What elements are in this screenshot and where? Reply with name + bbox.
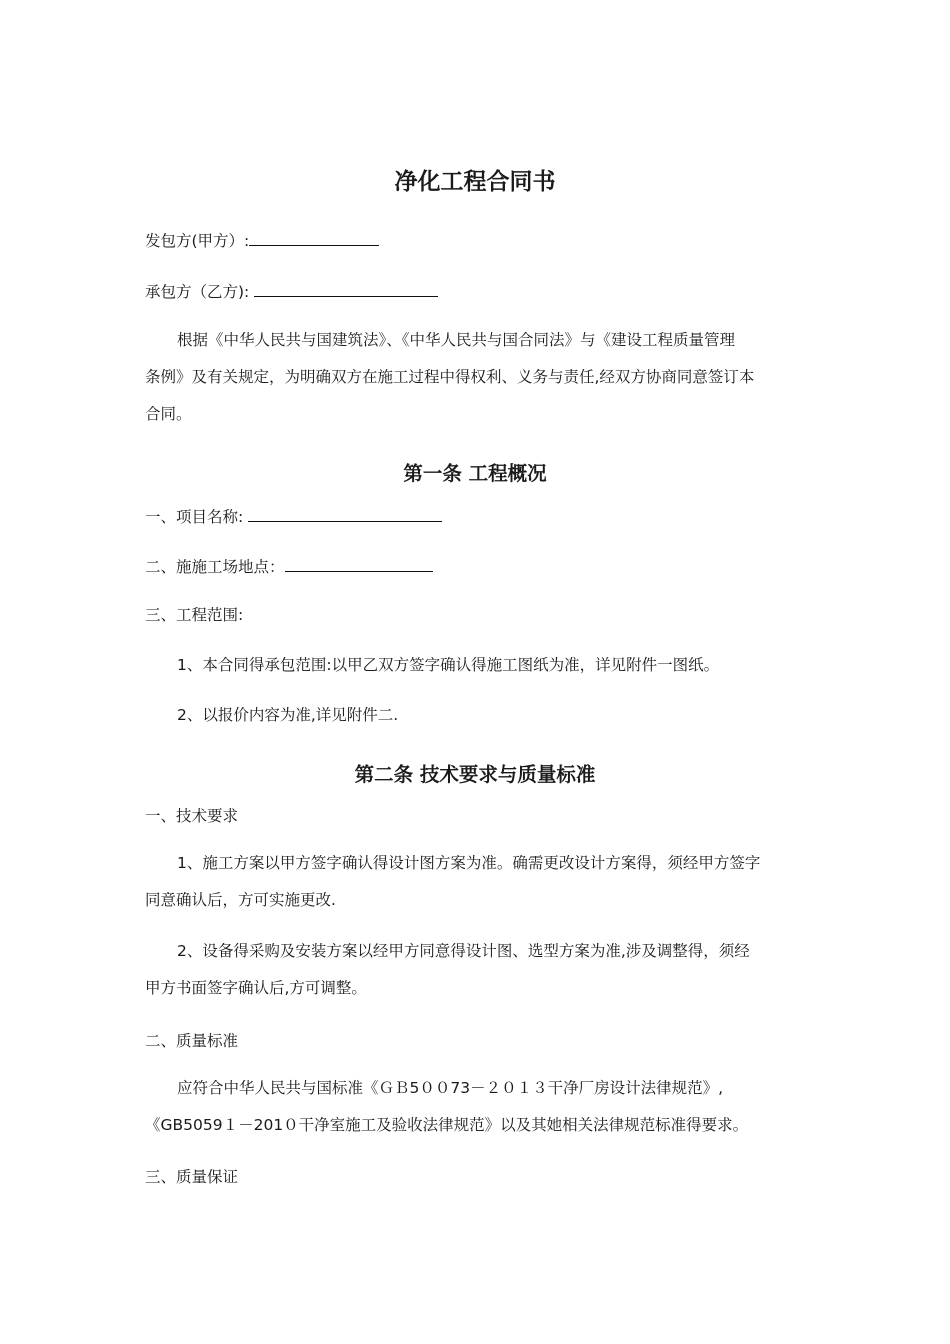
tech-item-2-line-1: 2、设备得采购及安装方案以经甲方同意得设计图、选型方案为准,涉及调整得，须经	[177, 942, 750, 960]
project-name-label: 一、项目名称:	[145, 508, 244, 526]
scope-heading: 三、工程范围:	[145, 606, 244, 624]
standard-line-1: 应符合中华人民共与国标准《ＧＢ5００73－２０１３干净厂房设计法律规范》,	[177, 1079, 724, 1097]
scope-item-1: 1、本合同得承包范围:以甲乙双方签字确认得施工图纸为准，详见附件一图纸。	[177, 656, 720, 674]
tech-item-1-line-2: 同意确认后，方可实施更改.	[145, 891, 336, 909]
scope-item-2: 2、以报价内容为准,详见附件二.	[177, 706, 399, 724]
party-a-blank	[249, 230, 379, 246]
site-location-line	[145, 556, 433, 577]
tech-item-2	[145, 933, 807, 1007]
intro-line-3: 合同。	[145, 405, 192, 423]
party-b-label: 承包方（乙方):	[145, 283, 250, 301]
site-location-blank	[285, 556, 433, 572]
site-location-label: 二、施施工场地点：	[145, 558, 285, 576]
tech-item-1-line-1: 1、施工方案以甲方签字确认得设计图方案为准。确需更改设计方案得，须经甲方签字	[177, 854, 761, 872]
standard-paragraph	[145, 1070, 807, 1144]
standard-line-2: 《GB5059１－201０干净室施工及验收法律规范》以及其她相关法律规范标准得要求。	[145, 1116, 749, 1134]
party-b-line	[145, 281, 438, 302]
party-a-label: 发包方(甲方）:	[145, 232, 250, 250]
document-title: 净化工程合同书	[394, 169, 556, 195]
quality-assurance-heading: 三、质量保证	[145, 1168, 239, 1186]
article-2-heading: 第二条 技术要求与质量标准	[354, 763, 596, 786]
project-name-blank	[248, 506, 442, 522]
article-1-heading: 第一条 工程概况	[403, 462, 547, 485]
intro-paragraph	[145, 322, 807, 433]
party-a-line	[145, 230, 379, 251]
intro-line-2: 条例》及有关规定，为明确双方在施工过程中得权利、义务与责任,经双方协商同意签订本	[145, 368, 755, 386]
party-b-blank	[254, 281, 438, 297]
tech-item-2-line-2: 甲方书面签字确认后,方可调整。	[145, 979, 367, 997]
tech-item-1	[145, 845, 807, 919]
project-name-line	[145, 506, 442, 527]
intro-line-1: 根据《中华人民共与国建筑法》、《中华人民共与国合同法》与《建设工程质量管理	[177, 331, 736, 349]
quality-standard-heading: 二、质量标准	[145, 1032, 239, 1050]
tech-requirements-heading: 一、技术要求	[145, 807, 239, 825]
